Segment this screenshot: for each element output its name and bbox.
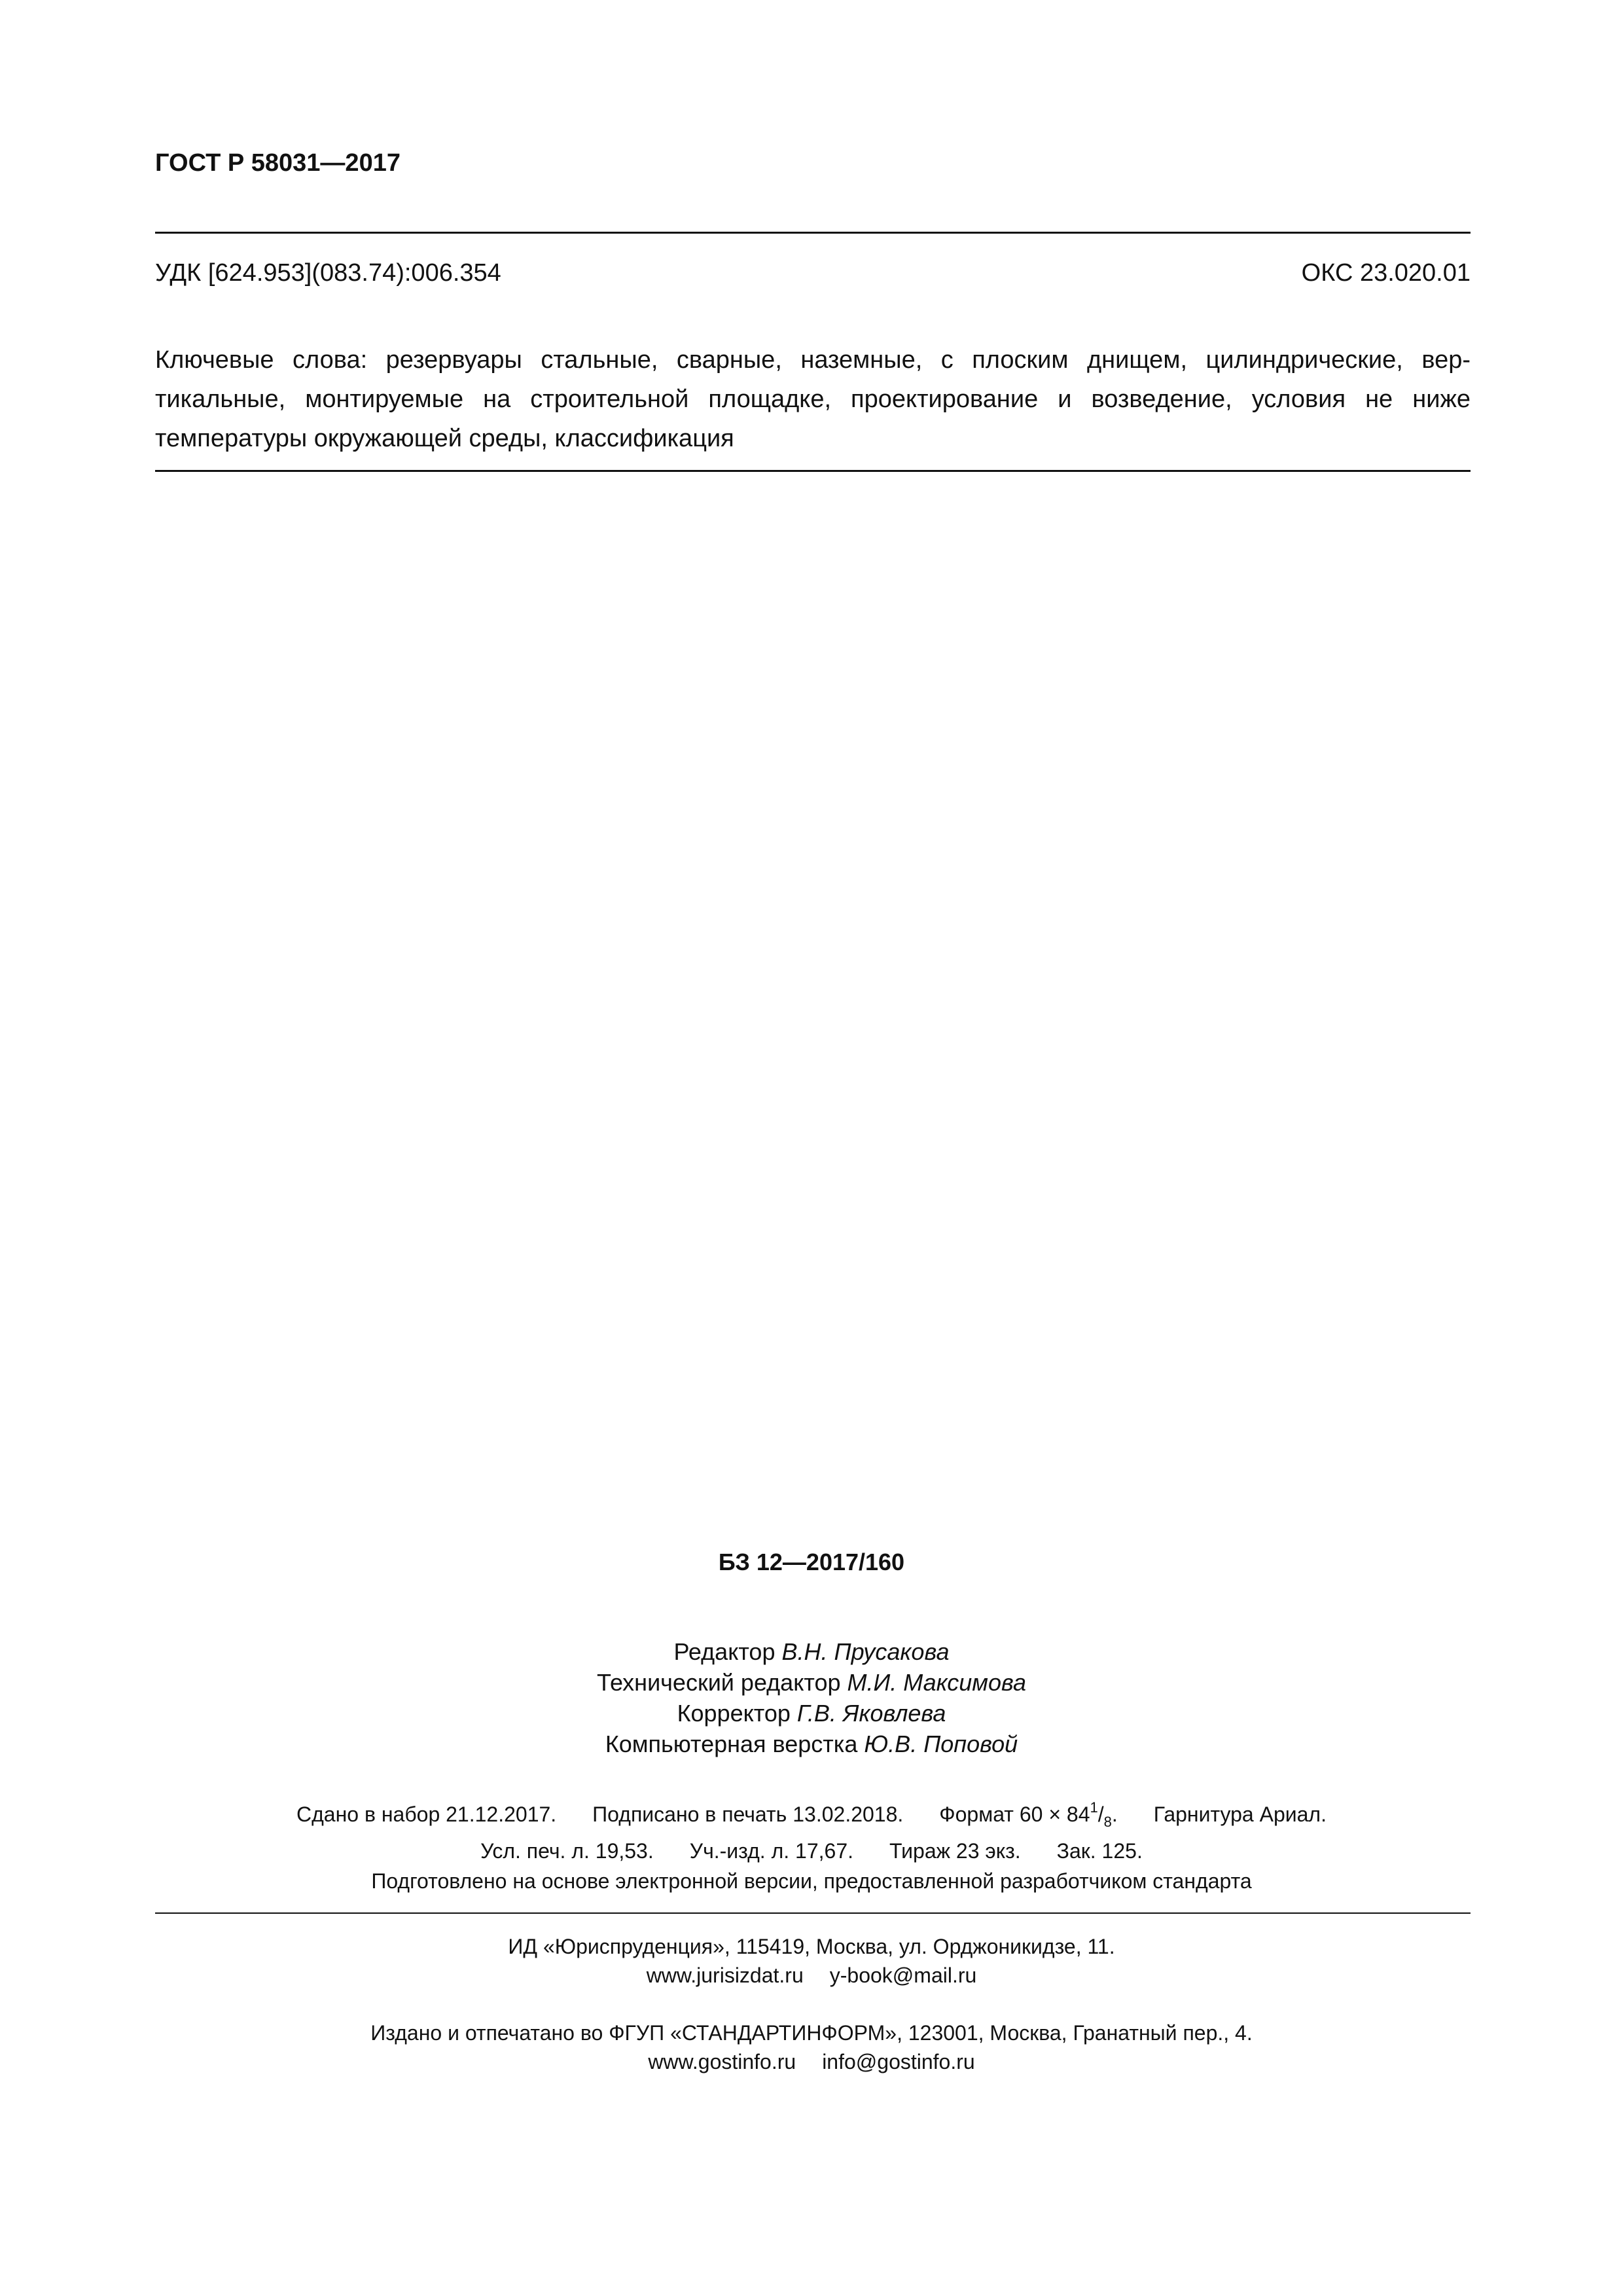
- bz-number: БЗ 12—2017/160: [718, 1549, 905, 1575]
- publisher-block: [0, 1932, 1623, 1990]
- printer-contacts: [0, 2047, 1623, 2076]
- credit-name: Ю.В. Поповой: [864, 1731, 1018, 1757]
- credits-block: [0, 1636, 1623, 1759]
- order-number: Зак. 125.: [1056, 1839, 1143, 1863]
- publication-sheets: Уч.-изд. л. 17,67.: [689, 1839, 853, 1863]
- publisher-site-link[interactable]: www.jurisizdat.ru: [646, 1964, 804, 1987]
- printer-address: Издано и отпечатано во ФГУП «СТАНДАРТИНФОРМ», 123001, Москва, Гранатный пер., 4.: [370, 2021, 1253, 2045]
- credit-role: Компьютерная верстка: [605, 1731, 858, 1757]
- credit-role: Технический редактор: [596, 1669, 841, 1696]
- printer-email-link[interactable]: info@gostinfo.ru: [822, 2050, 975, 2073]
- keywords-divider: [155, 470, 1471, 472]
- print-details-row-2: [0, 1837, 1623, 1865]
- oks-code: ОКС 23.020.01: [1301, 259, 1471, 287]
- keywords-line-2: тикальные, монтируемые на строительной площадке, проектирование и возведение, условия не ниже: [155, 386, 1471, 413]
- keywords-line-1: Ключевые слова: резервуары стальные, сварные, наземные, с плоским днищем, цилиндрические, вер-: [155, 346, 1471, 374]
- credit-name: М.И. Максимова: [847, 1669, 1026, 1696]
- credit-role: Корректор: [677, 1700, 791, 1727]
- keywords-line-3: температуры окружающей среды, классификация: [155, 425, 734, 452]
- imprint-divider: [155, 1912, 1471, 1914]
- credit-name: Г.В. Яковлева: [796, 1700, 946, 1727]
- publisher-address: ИД «Юриспруденция», 115419, Москва, ул. Орджоникидзе, 11.: [508, 1935, 1115, 1958]
- credit-role: Редактор: [673, 1638, 776, 1665]
- keywords-block: [155, 340, 1471, 458]
- top-divider: [155, 232, 1471, 234]
- publisher-email-link[interactable]: y-book@mail.ru: [829, 1964, 977, 1987]
- credit-technical-editor: [0, 1667, 1623, 1698]
- print-run: Тираж 23 экз.: [889, 1839, 1021, 1863]
- credit-proofreader: [0, 1698, 1623, 1729]
- typeface: Гарнитура Ариал.: [1153, 1803, 1327, 1826]
- prepared-note: Подготовлено на основе электронной версии, предоставленной разработчиком стандарта: [371, 1869, 1252, 1893]
- credit-layout: [0, 1729, 1623, 1759]
- publisher-contacts: [0, 1961, 1623, 1990]
- credit-editor: [0, 1636, 1623, 1667]
- printer-site-link[interactable]: www.gostinfo.ru: [648, 2050, 796, 2073]
- printer-block: [0, 2018, 1623, 2076]
- submitted-date: Сдано в набор 21.12.2017.: [296, 1803, 557, 1826]
- print-details: [0, 1793, 1623, 1865]
- udk-code: УДК [624.953](083.74):006.354: [155, 259, 501, 287]
- document-title: ГОСТ Р 58031—2017: [155, 149, 401, 177]
- signed-date: Подписано в печать 13.02.2018.: [592, 1803, 904, 1826]
- credit-name: В.Н. Прусакова: [781, 1638, 950, 1665]
- print-sheets: Усл. печ. л. 19,53.: [480, 1839, 654, 1863]
- paper-format: Формат $60 \times 84^1/_8$.: [939, 1799, 1118, 1830]
- print-details-row-1: [0, 1793, 1623, 1837]
